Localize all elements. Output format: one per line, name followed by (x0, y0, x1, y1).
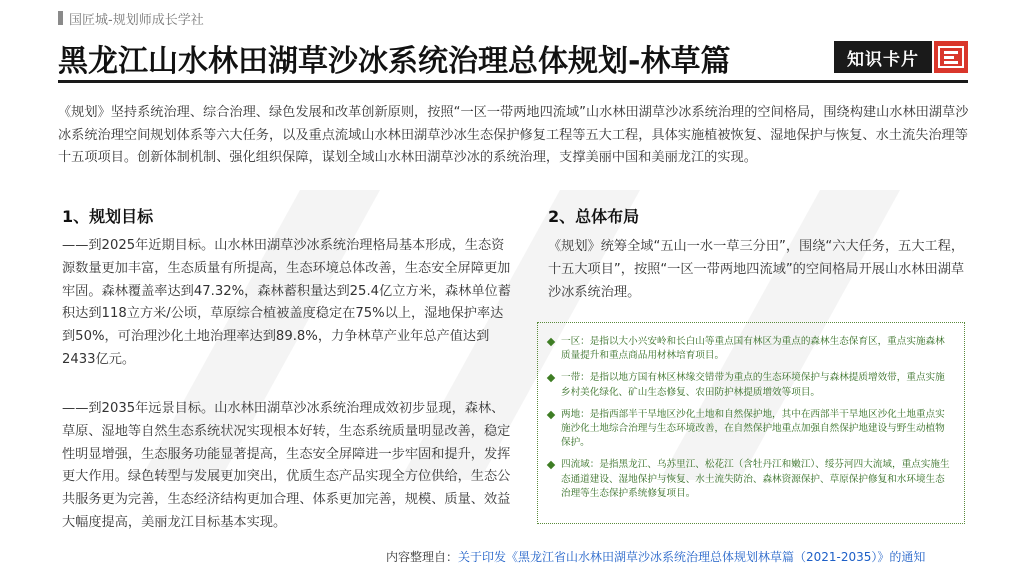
section-heading-layout: 2、总体布局 (548, 207, 640, 226)
region-item (548, 371, 952, 399)
diamond-bullet-icon (547, 411, 555, 419)
page-title: 黑龙江山水林田湖草沙冰系统治理总体规划-林草篇 (58, 44, 731, 79)
source-label: 内容整理自： (386, 550, 459, 564)
section-heading-goals: 1、规划目标 (62, 207, 154, 226)
layout-paragraph: 《规划》统筹全域“五山一水一草三分田”，围绕“六大任务，五大工程，十五大项目”，按照“一区一带两地四流域”的空间格局开展山水林田湖草沙冰系统治理。 (548, 239, 965, 300)
brand-name: 国匠城-规划师成长学社 (69, 12, 204, 28)
goal-2025-paragraph: ——到2025年近期目标。山水林田湖草沙冰系统治理格局基本形成，生态资源数量更加丰富，生态质量有所提高，生态环境总体改善，生态安全屏障更加牢固。森林覆盖率达到47.32%，森林蓄积量达到25.4亿立方米，森林单位蓄积达到118立方米/公顷，草原综合植被盖度稳定在75%以上，湿地保护率达到50%，可治理沙化土地治理率达到89.8%，力争林草产业年总产值达到2433亿元。 (62, 238, 511, 367)
source-note (386, 548, 925, 565)
diamond-bullet-icon (547, 338, 555, 346)
region-text: 一区：是指以大小兴安岭和长白山等重点国有林区为重点的森林生态保育区，重点实施森林质量提升和重点商品用材林培育项目。 (561, 336, 945, 362)
region-item (548, 335, 952, 363)
diamond-bullet-icon (547, 461, 555, 469)
region-text: 四流域：是指黑龙江、乌苏里江、松花江（含牡丹江和嫩江）、绥芬河四大流域，重点实施生态通道建设、湿地保护与恢复、水土流失防治、森林资源保护、草原保护修复和水环境生态治理等生态保护系统修复项目。 (561, 459, 950, 499)
region-text: 一带：是指以地方国有林区林缘交错带为重点的生态环境保护与森林提质增效带，重点实施乡村美化绿化、矿山生态修复、农田防护林提质增效等项目。 (561, 372, 945, 398)
goal-2035-paragraph: ——到2035年远景目标。山水林田湖草沙冰系统治理成效初步显现，森林、草原、湿地等自然生态系统状况实现根本好转，生态系统质量明显改善，稳定性明显增强，生态服务功能显著提高，生态安全屏障进一步牢固和提升，发挥更大作用。绿色转型与发展更加突出，优质生态产品实现全方位供给，生态公共服务更为完善，生态经济结构更加合理、体系更加完善，规模、质量、效益大幅度提高，美丽龙江目标基本实现。 (62, 401, 511, 530)
brand-logo-icon (934, 41, 968, 73)
brand-bar-icon (58, 11, 63, 25)
intro-paragraph: 《规划》坚持系统治理、综合治理、绿色发展和改革创新原则，按照“一区一带两地四流域”山水林田湖草沙冰系统治理的空间格局，围绕构建山水林田湖草沙冰系统治理空间规划体系等六大任务，以及重点流域山水林田湖草沙冰生态保护修复工程等五大工程，具体实施植被恢复、湿地保护与恢复、水土流失治理等十五项项目。创新体制机制、强化组织保障，谋划全域山水林田湖草沙冰的系统治理，支撑美丽中国和美丽龙江的实现。 (58, 105, 969, 165)
region-item (548, 458, 952, 501)
source-link[interactable]: 关于印发《黑龙江省山水林田湖草沙冰系统治理总体规划林草篇（2021-2035）》的通知 (458, 550, 926, 564)
diamond-bullet-icon (547, 374, 555, 382)
brand-header (58, 8, 204, 28)
regions-box (537, 322, 965, 524)
region-text: 两地：是指西部半干旱地区沙化土地和自然保护地，其中在西部半干旱地区沙化土地重点实施沙化土地综合治理与生态环境改善，在自然保护地重点加强自然保护地建设与野生动植物保护。 (561, 408, 945, 449)
region-item (548, 408, 952, 451)
knowledge-card-badge: 知识卡片 (834, 41, 932, 73)
title-divider (58, 80, 968, 83)
